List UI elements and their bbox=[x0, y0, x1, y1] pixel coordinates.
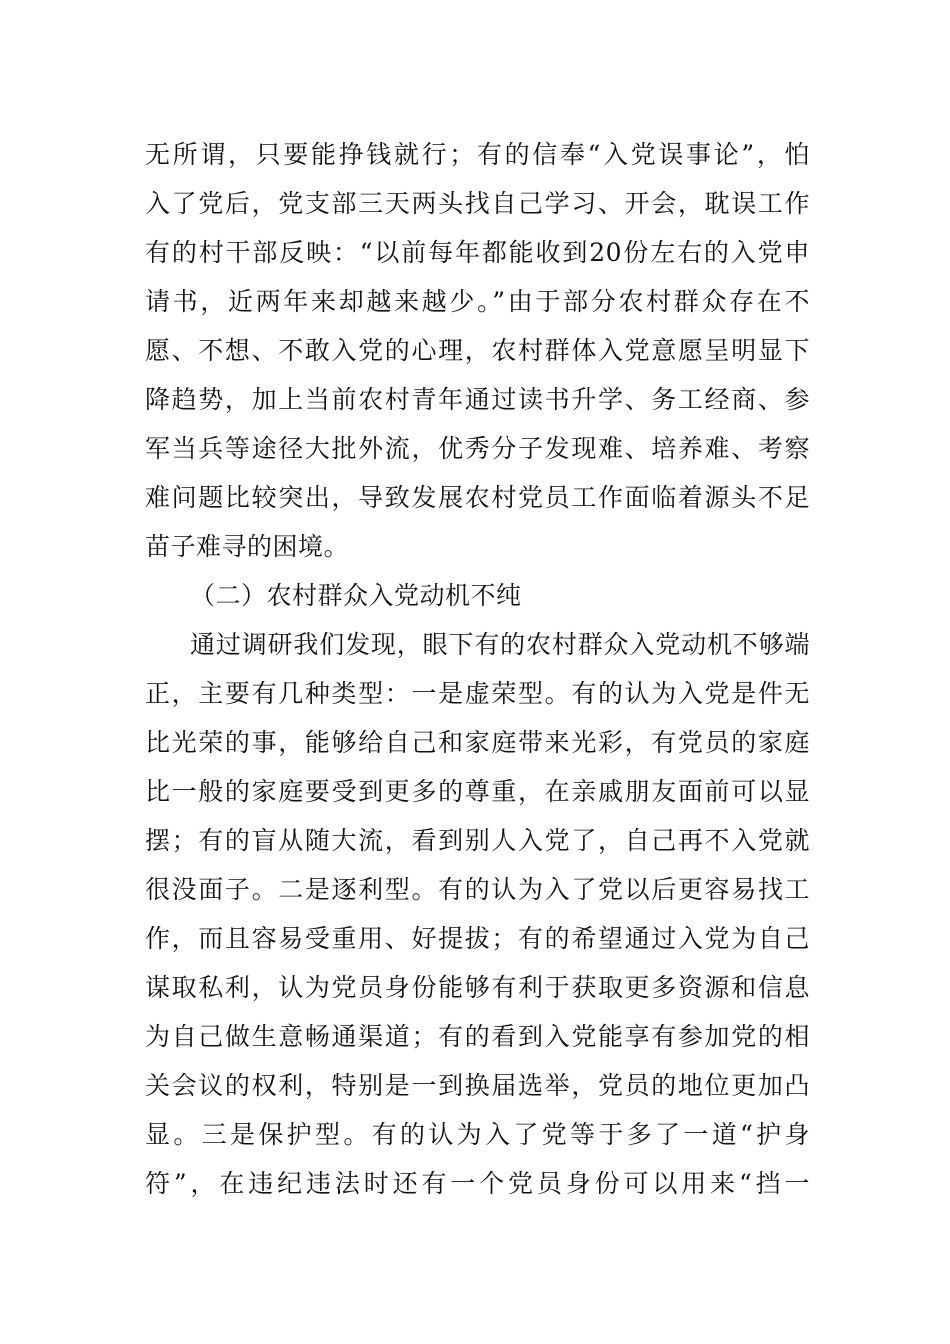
paragraph-line: 通过调研我们发现，眼下有的农村群众入党动机不够端 bbox=[190, 630, 810, 659]
paragraph-line: 降趋势，加上当前农村青年通过读书升学、务工经商、参 bbox=[145, 385, 810, 414]
body-text bbox=[145, 130, 810, 1208]
paragraph-line: 愿、不想、不敢入党的心理，农村群体入党意愿呈明显下 bbox=[145, 336, 810, 365]
paragraph-line: 为自己做生意畅通渠道；有的看到入党能享有参加党的相 bbox=[145, 1022, 810, 1051]
paragraph-line: 显。三是保护型。有的认为入了党等于多了一道“护身 bbox=[145, 1120, 810, 1149]
paragraph-line: 作，而且容易受重用、好提拔；有的希望通过入党为自己 bbox=[145, 924, 810, 953]
paragraph-line: 比光荣的事，能够给自己和家庭带来光彩，有党员的家庭 bbox=[145, 728, 810, 757]
paragraph-line: 比一般的家庭要受到更多的尊重，在亲戚朋友面前可以显 bbox=[145, 777, 810, 806]
paragraph-line: 关会议的权利，特别是一到换届选举，党员的地位更加凸 bbox=[145, 1071, 810, 1100]
paragraph-line: 很没面子。二是逐利型。有的认为入了党以后更容易找工 bbox=[145, 875, 810, 904]
paragraph-line: 入了党后，党支部三天两头找自己学习、开会，耽误工作 bbox=[145, 189, 810, 218]
paragraph-line: 请书，近两年来却越来越少。”由于部分农村群众存在不 bbox=[145, 287, 810, 316]
paragraph-line: 难问题比较突出，导致发展农村党员工作面临着源头不足 bbox=[145, 483, 810, 512]
section-heading: （二）农村群众入党动机不纯 bbox=[190, 581, 522, 610]
paragraph-line: 有的村干部反映：“以前每年都能收到20份左右的入党申 bbox=[145, 238, 810, 267]
paragraph-line: 无所谓，只要能挣钱就行；有的信奉“入党误事论”，怕 bbox=[145, 140, 810, 169]
paragraph-line: 符”，在违纪违法时还有一个党员身份可以用来“挡一 bbox=[145, 1169, 810, 1198]
paragraph-line: 谋取私利，认为党员身份能够有利于获取更多资源和信息 bbox=[145, 973, 810, 1002]
paragraph-line: 正，主要有几种类型：一是虚荣型。有的认为入党是件无 bbox=[145, 679, 810, 708]
paragraph-line: 军当兵等途径大批外流，优秀分子发现难、培养难、考察 bbox=[145, 434, 810, 463]
paragraph-line: 苗子难寻的困境。 bbox=[145, 532, 350, 561]
paragraph-line: 摆；有的盲从随大流，看到别人入党了，自己再不入党就 bbox=[145, 826, 810, 855]
